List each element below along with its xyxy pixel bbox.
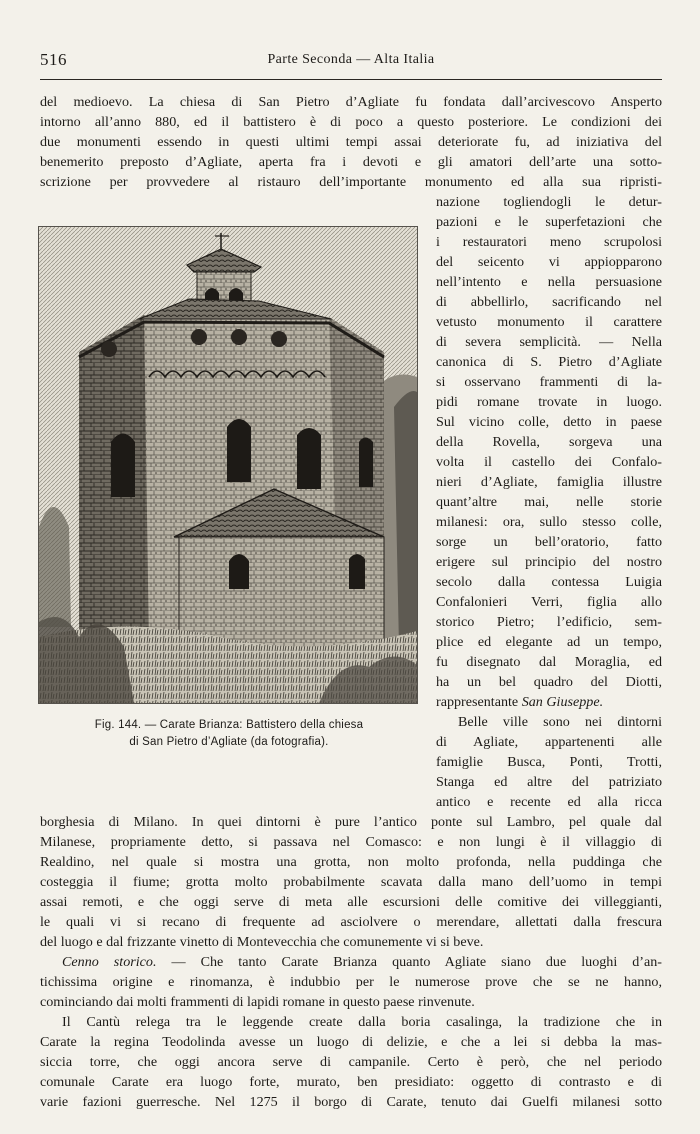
side-line: sorge un bell’oratorio, fatto: [436, 534, 662, 550]
side-line: nell’intento e nella persuasione: [436, 274, 662, 290]
side-line: pazioni e le superfetazioni che: [436, 214, 662, 230]
caption-line: Fig. 144. — Carate Brianza: Battistero della chiesa: [94, 719, 364, 731]
text-line: varie fazioni guerresche. Nel 1275 il borgo di Carate, tenuto dai Guelfi milanesi sotto: [40, 1094, 662, 1110]
side-line: milanesi: ora, sullo stesso colle,: [436, 514, 662, 530]
text-line: costeggia il fiume; grotta molto probabilmente scavata dalla mano dell’uomo in tempi: [40, 874, 662, 890]
text-line: borghesia di Milano. In quei dintorni è pure l’antico ponte sul Lambro, pel quale dal: [40, 814, 662, 830]
text-line: intorno all’anno 880, ed il battistero è di poco a questo posteriore. Le condizioni dei: [40, 114, 662, 130]
text-line: Realdino, nel quale si mostra una grotta, non molto profonda, nella puddinga che: [40, 854, 662, 870]
baptistery-illustration: [38, 226, 418, 704]
text-line: tichissima origine e rinomanza, è indubbio per le numerose prove che se ne hanno,: [40, 974, 662, 990]
text-line: scrizione per provvedere al ristauro dell’importante monumento ed alla sua ripristi-: [40, 174, 662, 190]
side-line: fu disegnato dal Moraglia, ed: [436, 654, 662, 670]
caption-line: di San Pietro d’Agliate (da fotografia).: [129, 736, 329, 748]
header-rule: [40, 79, 662, 80]
side-line-painting: [436, 692, 662, 712]
text-line: del luogo e dal frizzante vinetto di Montevecchia che comunemente vi si beve.: [40, 934, 484, 950]
text-line: siccia torre, che oggi ancora serve di campanile. Certo è però, che nel periodo: [40, 1054, 662, 1070]
side-line: canonica di S. Pietro d’Agliate: [436, 354, 662, 370]
side-line: del seicento vi appiopparono: [436, 254, 662, 270]
text-line: assai remoti, e che oggi serve di meta alle escursioni delle comitive dei villeggianti,: [40, 894, 662, 910]
text-line: Milanese, propriamente detto, si passava nel Comasco: e non lungi è il villaggio di: [40, 834, 662, 850]
side-line: Sul vicino colle, detto in paese: [436, 414, 662, 430]
side-line: della Rovella, sorgeva una: [436, 434, 662, 450]
text-line: benemerito preposto d’Agliate, aperta fra i devoti e gli amatori dell’arte una sotto-: [40, 154, 662, 170]
text-line: comunale Carate era luogo forte, murato, ben presidiato: oggetto di contrasto e di: [40, 1074, 662, 1090]
side-line: di abbellirlo, sacrificando nel: [436, 294, 662, 310]
text-line: Il Cantù relega tra le leggende create dalla boria casalinga, la tradizione che in: [62, 1014, 662, 1030]
side-line: quant’altre mai, nelle storie: [436, 494, 662, 510]
running-title: Parte Seconda — Alta Italia: [267, 52, 435, 67]
side-line: plice ed elegante ad un tempo,: [436, 634, 662, 650]
side-line: ha un bel quadro del Diotti,: [436, 674, 662, 690]
side-line: erigere sul principio del nostro: [436, 554, 662, 570]
text-line: cominciando dai molti frammenti di lapidi romane in questo paese rinvenute.: [40, 994, 475, 1010]
section-title: Cenno storico.: [62, 954, 157, 970]
side-line: nazione togliendogli le detur-: [436, 194, 662, 210]
side-line: i restauratori meno scrupolosi: [436, 234, 662, 250]
running-header: [40, 48, 662, 74]
text-line: Carate la regina Teodolinda avesse un luogo di delizie, e che a lei si debba la mas-: [40, 1034, 662, 1050]
text-span: rappresentante: [436, 694, 522, 710]
text-line: le quali vi si recano di frequente ad asciolvere o merendare, allettati dalla frescura: [40, 914, 662, 930]
side-line: Belle ville sono nei dintorni: [458, 714, 662, 730]
side-line: antico e recente ed alla ricca: [436, 794, 662, 810]
text-span: — Che tanto Carate Brianza quanto Agliate siano due luoghi d’an-: [156, 954, 662, 970]
side-line: si osservano frammenti di la-: [436, 374, 662, 390]
side-line: storico Pietro; l’edificio, sem-: [436, 614, 662, 630]
side-line: Confalonieri Verri, figlia allo: [436, 594, 662, 610]
side-line: famiglie Busca, Ponti, Trotti,: [436, 754, 662, 770]
text-line-section: [40, 952, 662, 972]
figure-caption: [40, 717, 418, 751]
text-line: due monumenti essendo in questi ultimi tempi assai deteriorate fu, ad iniziativa del: [40, 134, 662, 150]
side-line: vetusto monumento il carattere: [436, 314, 662, 330]
text-line: del medioevo. La chiesa di San Pietro d’Agliate fu fondata dall’arcivescovo Ansperto: [40, 94, 662, 110]
painting-title: San Giuseppe.: [521, 694, 604, 710]
side-line: di severa semplicità. — Nella: [436, 334, 662, 350]
side-line: di Agliate, appartenenti alle: [436, 734, 662, 750]
page-number: 516: [40, 50, 67, 69]
side-line: volta il castello dei Confalo-: [436, 454, 662, 470]
side-line: nieri d’Agliate, famiglia illustre: [436, 474, 662, 490]
side-line: Stanga ed altre del patriziato: [436, 774, 662, 790]
side-line: secolo dalla contessa Luigia: [436, 574, 662, 590]
side-line: pidi romane trovate in luogo.: [436, 394, 662, 410]
